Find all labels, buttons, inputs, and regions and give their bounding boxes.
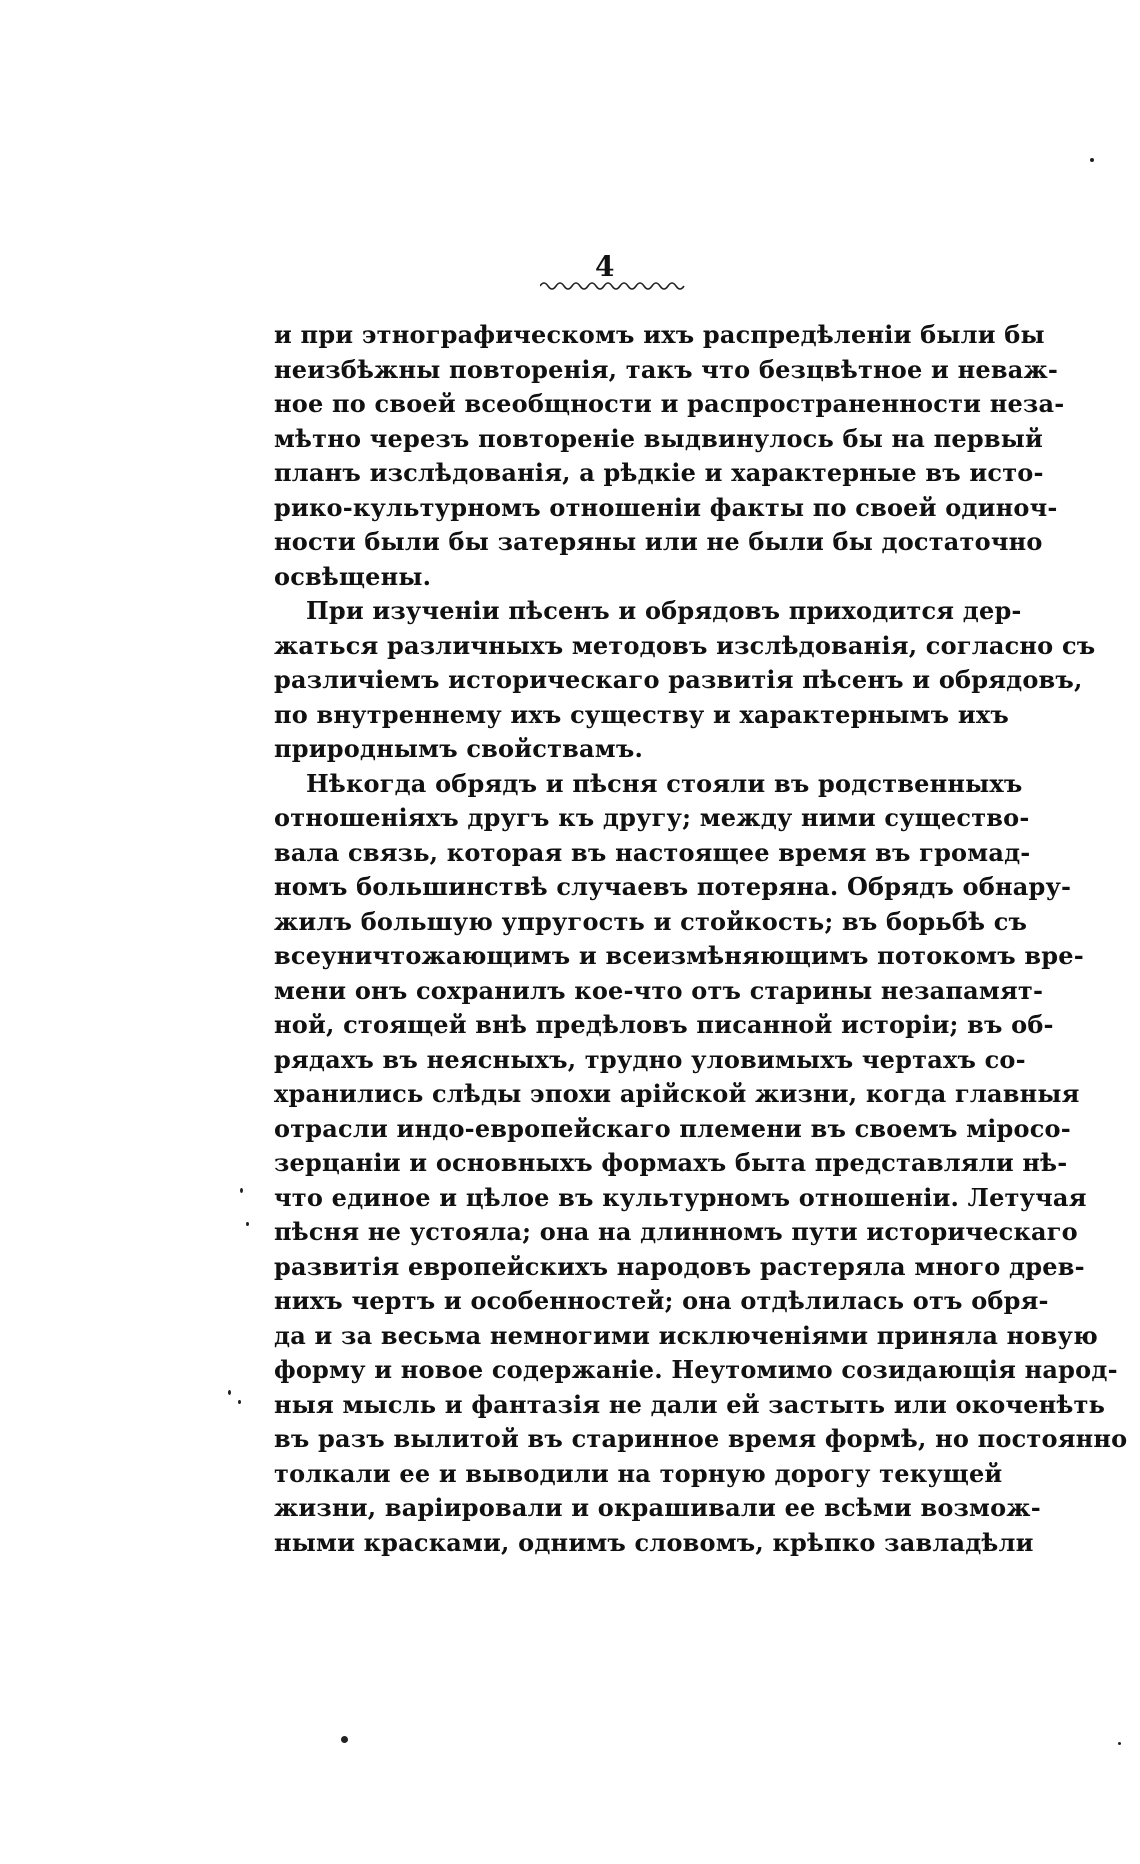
- text-line: При изученіи пѣсенъ и обрядовъ приходится дер-: [306, 596, 1022, 625]
- page-number: 4: [595, 250, 615, 283]
- text-line: вала связь, которая въ настоящее время въ громад-: [274, 837, 1031, 867]
- scan-speck: [1118, 1742, 1121, 1745]
- text-line: номъ большинствѣ случаевъ потеряна. Обрядъ обнару-: [274, 872, 1072, 901]
- body-text: [274, 318, 1128, 1560]
- text-line: пѣсня не устояла; она на длинномъ пути историческаго: [274, 1217, 1078, 1246]
- scan-speck: [238, 1400, 241, 1404]
- scan-speck: [228, 1390, 231, 1395]
- text-line: форму и новое содержаніе. Неутомимо созидающія народ-: [274, 1355, 1118, 1384]
- text-line: развитія европейскихъ народовъ растеряла много древ-: [274, 1251, 1085, 1281]
- text-line: въ разъ вылитой въ старинное время формѣ, но постоянно: [274, 1424, 1128, 1453]
- text-line: ныя мысль и фантазія не дали ей застыть или окоченѣть: [274, 1389, 1106, 1419]
- text-line: рядахъ въ неясныхъ, трудно уловимыхъ чертахъ со-: [274, 1044, 1026, 1074]
- text-line: освѣщены.: [274, 561, 432, 591]
- text-line: мѣтно черезъ повтореніе выдвинулось бы на первый: [274, 423, 1043, 453]
- text-line: различіемъ историческаго развитія пѣсенъ и обрядовъ,: [274, 665, 1083, 694]
- text-line: ное по своей всеобщности и распространенности неза-: [274, 389, 1065, 418]
- text-line: что единое и цѣлое въ культурномъ отношеніи. Летучая: [274, 1182, 1087, 1212]
- scan-speck: [341, 1736, 348, 1743]
- text-line: всеуничтожающимъ и всеизмѣняющимъ потокомъ вре-: [274, 941, 1084, 970]
- text-line: толкали ее и выводили на торную дорогу текущей: [274, 1458, 1003, 1488]
- text-line: жизни, варіировали и окрашивали ее всѣми возмож-: [274, 1493, 1041, 1522]
- text-line: да и за весьма немногими исключеніями приняла новую: [274, 1320, 1098, 1350]
- scan-speck: [246, 1222, 249, 1226]
- text-line: жилъ большую упругость и стойкость; въ борьбѣ съ: [274, 906, 1028, 936]
- paragraph-3: [274, 767, 1128, 1561]
- text-line: ными красками, однимъ словомъ, крѣпко завладѣли: [274, 1527, 1034, 1557]
- text-line: и при этнографическомъ ихъ распредѣленіи были бы: [274, 320, 1045, 349]
- text-line: жаться различныхъ методовъ изслѣдованія, согласно съ: [274, 630, 1096, 660]
- text-line: неизбѣжны повторенія, такъ что безцвѣтное и неваж-: [274, 354, 1059, 384]
- text-line: природнымъ свойствамъ.: [274, 734, 643, 763]
- decorative-rule: [540, 278, 685, 292]
- text-line: хранились слѣды эпохи арійской жизни, когда главныя: [274, 1079, 1080, 1108]
- text-line: ности были бы затеряны или не были бы достаточно: [274, 527, 1043, 556]
- text-line: отрасли индо-европейскаго племени въ своемъ міросо-: [274, 1113, 1071, 1143]
- text-line: отношеніяхъ другъ къ другу; между ними существо-: [274, 803, 1030, 832]
- text-line: нихъ чертъ и особенностей; она отдѣлилась отъ обря-: [274, 1286, 1049, 1315]
- text-line: мени онъ сохранилъ кое-что отъ старины незапамят-: [274, 975, 1044, 1005]
- text-line: зерцаніи и основныхъ формахъ быта представляли нѣ-: [274, 1148, 1068, 1177]
- text-line: ной, стоящей внѣ предѣловъ писанной исторіи; въ об-: [274, 1010, 1054, 1039]
- paragraph-1: [274, 318, 1065, 594]
- scan-speck: [240, 1188, 243, 1193]
- text-line: по внутреннему ихъ существу и характернымъ ихъ: [274, 699, 1009, 729]
- scan-speck: [1090, 158, 1094, 162]
- text-line: рико-культурномъ отношеніи факты по своей одиноч-: [274, 492, 1058, 522]
- text-line: Нѣкогда обрядъ и пѣсня стояли въ родственныхъ: [306, 768, 1023, 798]
- paragraph-2: [274, 594, 1096, 767]
- text-line: планъ изслѣдованія, а рѣдкіе и характерные въ исто-: [274, 458, 1044, 487]
